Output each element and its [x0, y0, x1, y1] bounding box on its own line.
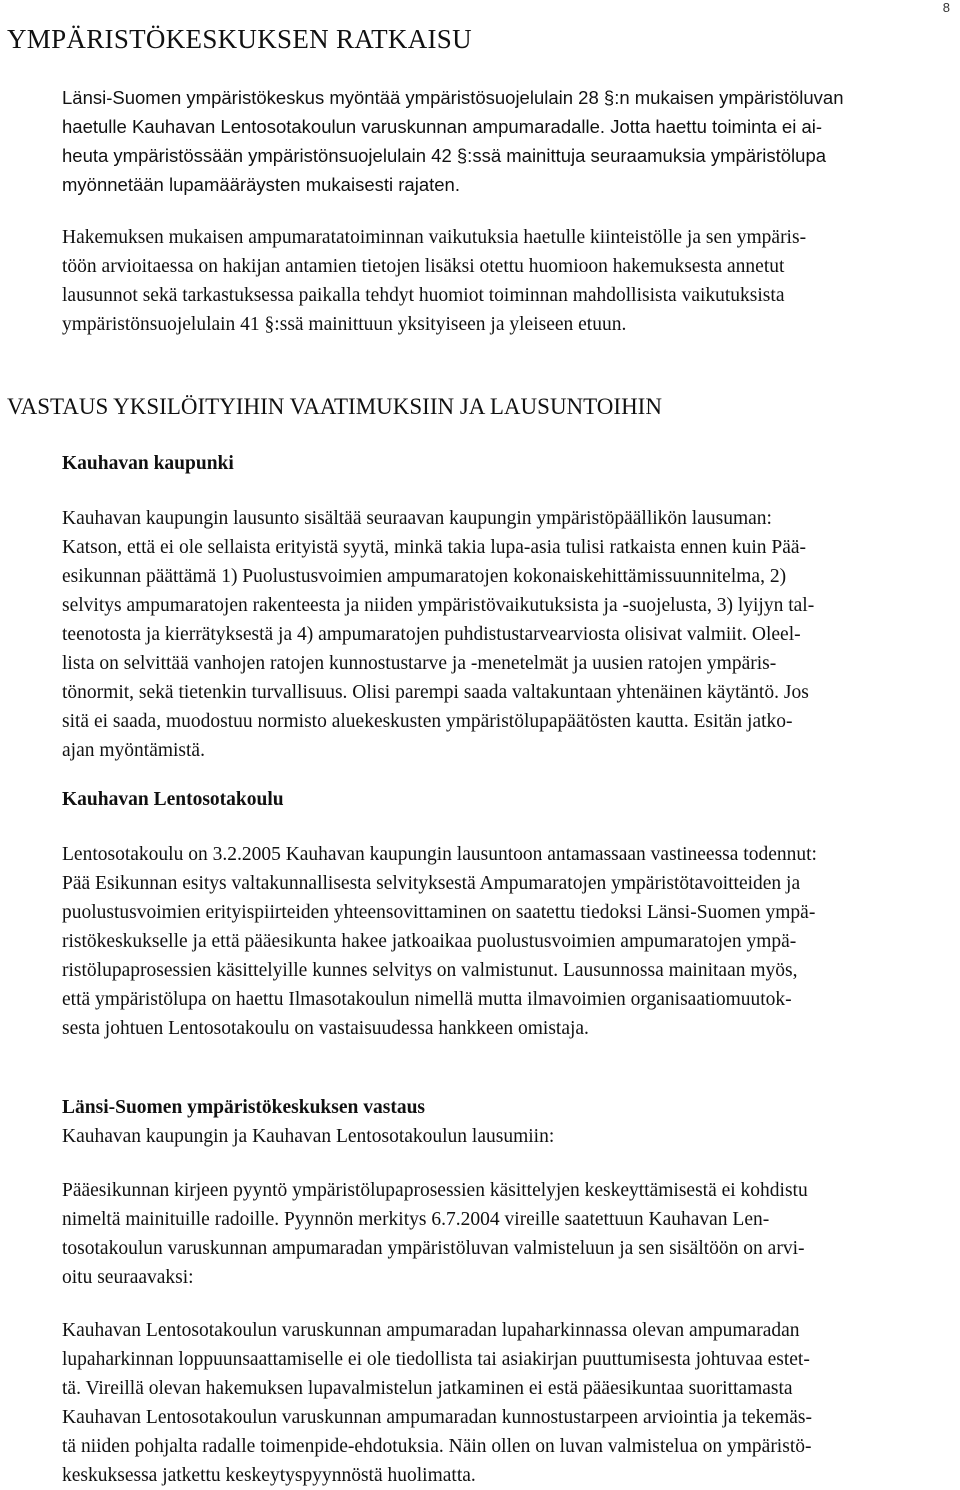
school-statement: Lentosotakoulu on 3.2.2005 Kauhavan kaupungin lausuntoon antamassaan vastineessa todennut: Pää Esikunnan esitys valtakunnallisesta selvityksestä Ampumaratojen ympäristötavoitteiden ja puolustusvoimien erityispiirteiden yhteensovittaminen on saatettu tiedoksi Länsi-Suomen ympä- ristökeskukselle ja että pääesikunta hakee jatkoaikaa puolustusvoimien ampumaratojen ympä- ristölupaprosessien käsittelyille kunnes selvitys on valmistunut. Lausunnossa mainitaan myös, että ympäristölupa on haettu Ilmasotakoulun nimellä mutta ilmavoimien organisaatiomuutok- sesta johtuen Lentosotakoulu on vastaisuudessa hankkeen omistaja. [62, 844, 817, 1039]
center-response-paragraph-2: Kauhavan Lentosotakoulun varuskunnan ampumaradan lupaharkinnassa olevan ampumaradan lupaharkinnan loppuunsaattamiselle ei ole tiedollista tai asiakirjan puuttumisesta johtuvaa estet- tä. Vireillä olevan hakemuksen lupavalmistelun jatkaminen ei estä pääesikuntaa suorittamasta Kauhavan Lentosotakoulun varuskunnan ampumaradan kunnostustarpeen arviointia ja tekemäs- tä niiden pohjalta radalle toimenpide-ehdotuksia. Näin ollen on luvan valmistelua on ympäristö- keskuksessa jatkettu keskeytyspyynnöstä huolimatta. [62, 1320, 812, 1486]
city-statement: Kauhavan kaupungin lausunto sisältää seuraavan kaupungin ympäristöpäällikön lausuman: Katson, että ei ole sellaista erityistä syytä, minkä takia lupa-asia tulisi ratkaista ennen kuin Pää- esikunnan päättämä 1) Puolustusvoimien ampumaratojen kokonaiskehittämissuunnitelma, 2) selvitys ampumaratojen rakenteesta ja niiden ympäristövaikutuksista ja -suojelusta, 3) lyijyn tal- teenotosta ja kierrätyksestä ja 4) ampumaratojen puhdistustarvearviosta olisivat valmiit. Oleel- lista on selvittää vanhojen ratojen kunnostustarve ja -menetelmät ja uusien ratojen ympäris- tönormit, sekä tietenkin turvallisuus. Olisi parempi saada valtakuntaan yhtenäinen käytäntö. Jos sitä ei saada, muodostuu normisto aluekeskusten ympäristölupapäätösten kautta. Esitän jatko- ajan myöntämistä. [62, 508, 815, 761]
decision-paragraph-1: Länsi-Suomen ympäristökeskus myöntää ympäristösuojelulain 28 §:n mukaisen ympäristöluvan haetulle Kauhavan Lentosotakoulun varuskunnan ampumaradalle. Jotta haettu toiminta ei ai- heuta ympäristössään ympäristönsuojelulain 42 §:ssä mainittuja seuraamuksia ympäristölupa myönnetään lupamääräysten mukaisesti rajaten. [62, 87, 844, 195]
center-response-heading: Länsi-Suomen ympäristökeskuksen vastaus [62, 1097, 426, 1118]
page-number: 8 [942, 0, 950, 15]
city-heading: Kauhavan kaupunki [62, 453, 234, 474]
center-response-intro: Kauhavan kaupungin ja Kauhavan Lentosotakoulun lausumiin: [62, 1126, 555, 1147]
school-heading: Kauhavan Lentosotakoulu [62, 789, 284, 810]
section-title: VASTAUS YKSILÖITYIHIN VAATIMUKSIIN JA LAUSUNTOIHIN [7, 394, 662, 419]
decision-paragraph-2: Hakemuksen mukaisen ampumaratatoiminnan vaikutuksia haetulle kiinteistölle ja sen ympäris- töön arvioitaessa on hakijan antamien tietojen lisäksi otettu huomioon hakemuksesta annetut lausunnot sekä tarkastuksessa paikalla tehdyt huomiot toiminnan mahdollisista vaikutuksista ympäristönsuojelulain 41 §:ssä mainittuun yksityiseen ja yleiseen etuun. [62, 227, 807, 335]
page-title: YMPÄRISTÖKESKUKSEN RATKAISU [7, 24, 472, 54]
center-response-paragraph-1: Pääesikunnan kirjeen pyyntö ympäristölupaprosessien käsittelyjen keskeyttämisestä ei kohdistu nimeltä mainituille radoille. Pyynnön merkitys 6.7.2004 vireille saatettuun Kauhavan Len- tosotakoulun varuskunnan ampumaradan ympäristöluvan valmisteluun ja sen sisältöön on arvi- oitu seuraavaksi: [62, 1180, 808, 1288]
